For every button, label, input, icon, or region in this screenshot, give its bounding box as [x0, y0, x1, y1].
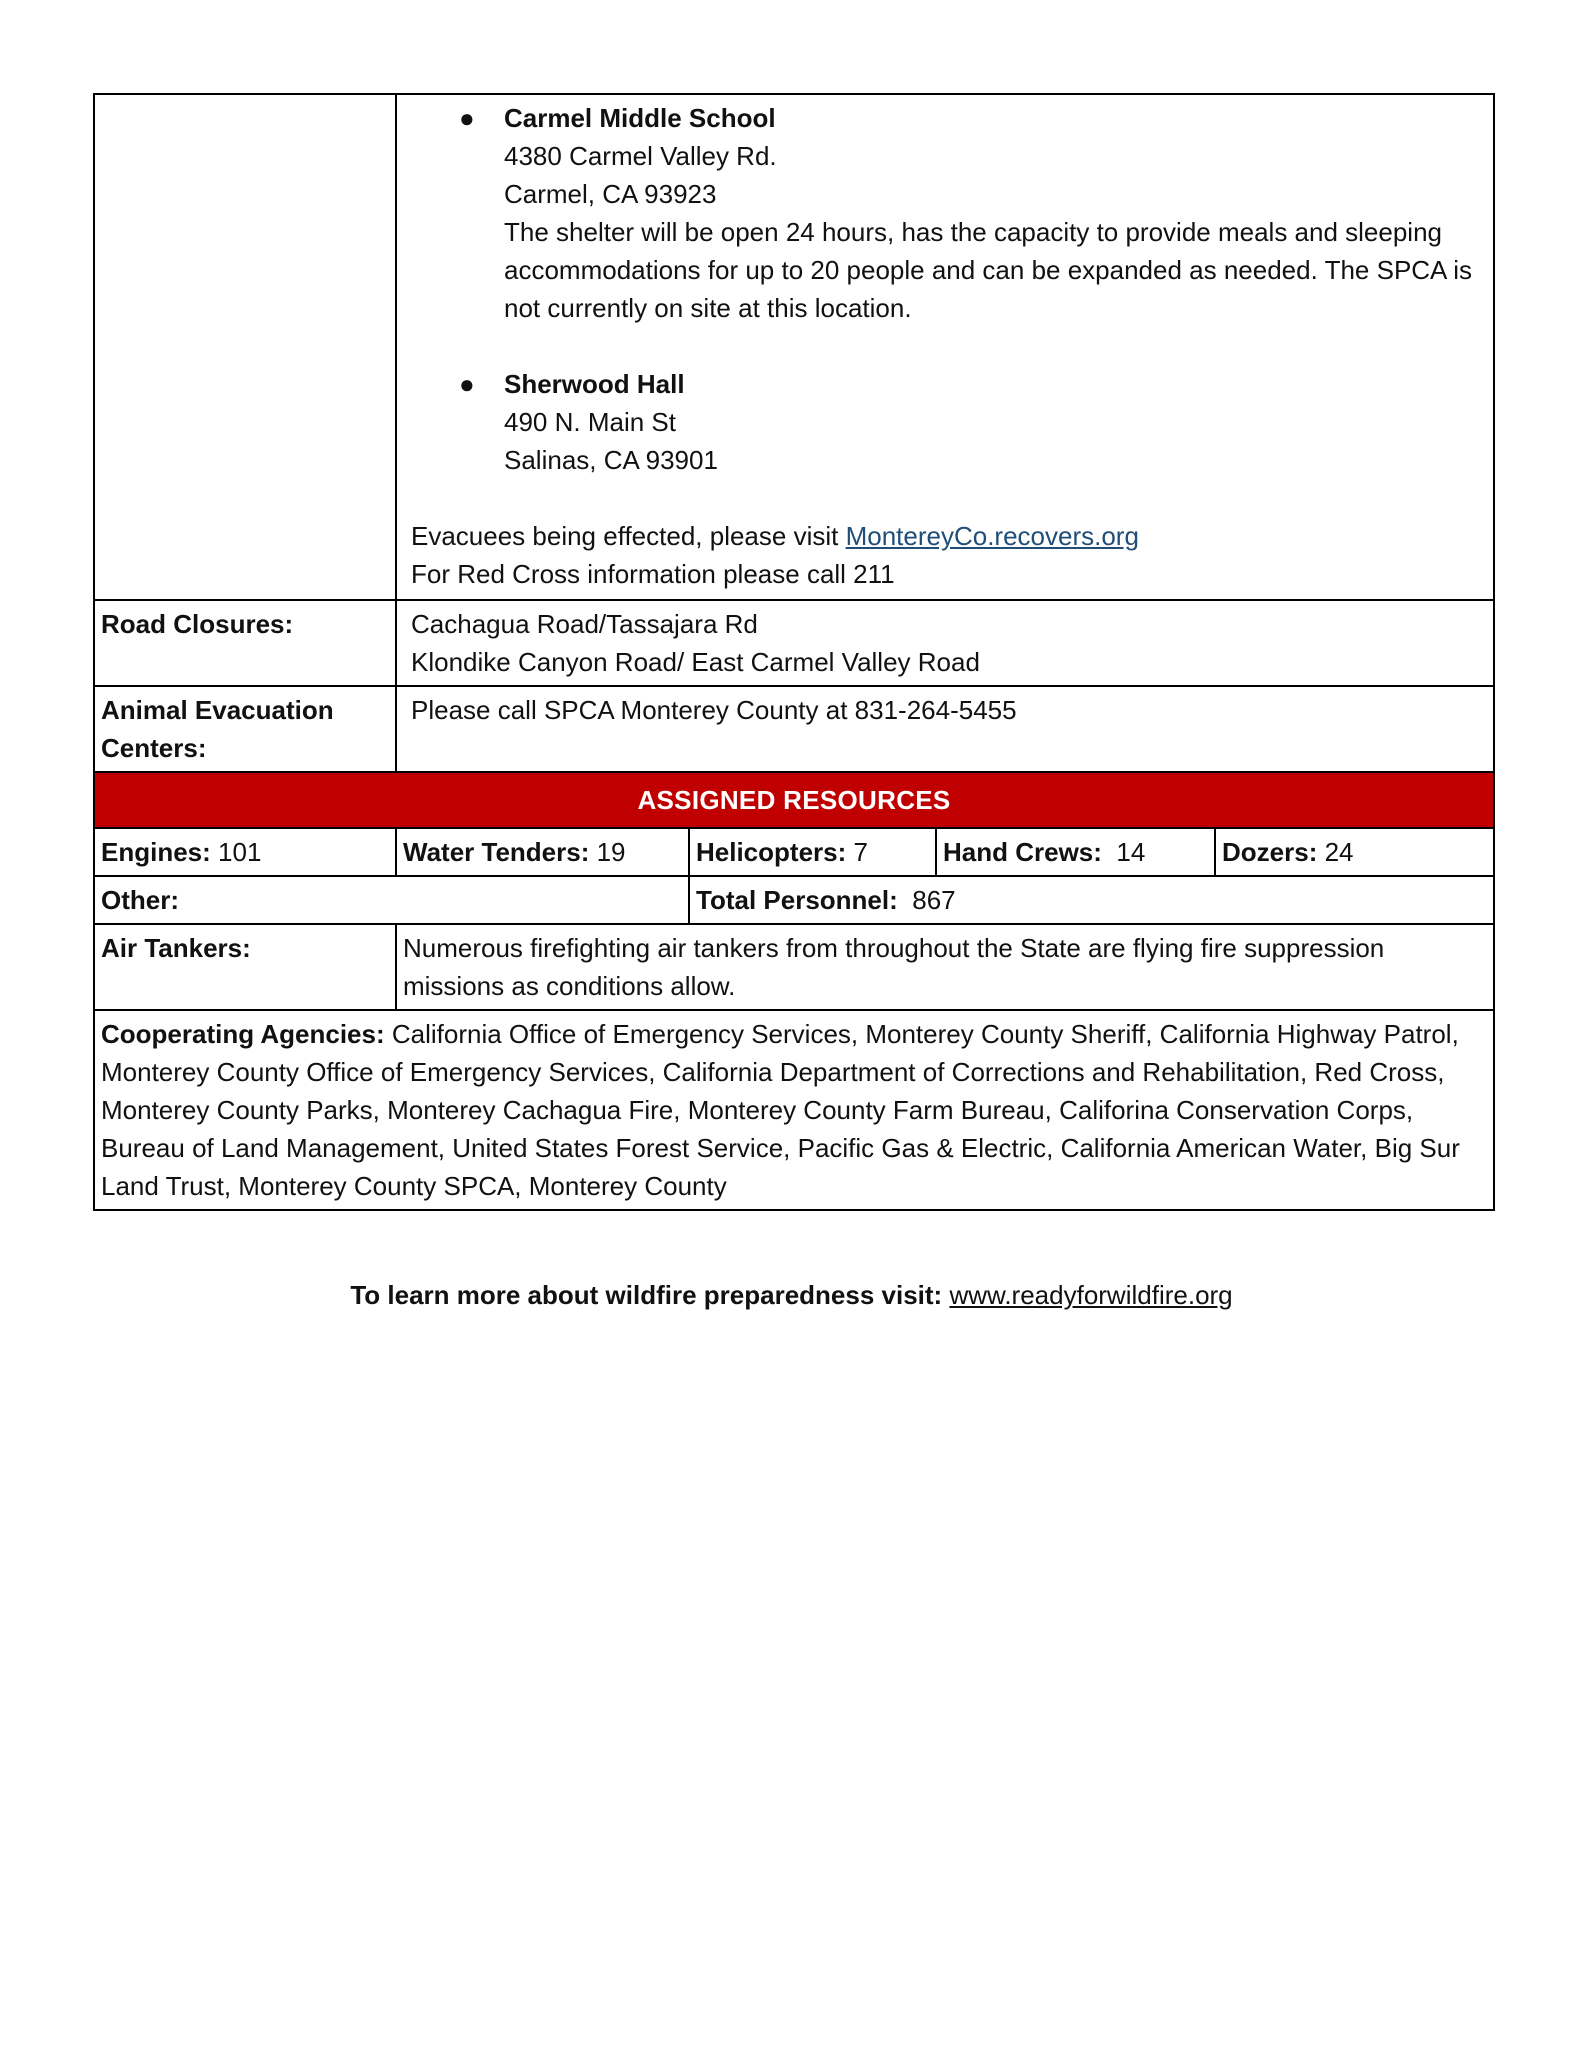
incident-info-table — [93, 93, 1495, 1211]
shelters-label-cell — [94, 94, 396, 600]
road-closure-item: Cachagua Road/Tassajara Rd — [411, 609, 758, 639]
water-tenders-label: Water Tenders: — [403, 837, 590, 867]
total-personnel-label: Total Personnel: — [696, 885, 898, 915]
red-cross-text: For Red Cross information please call 211 — [411, 559, 895, 589]
air-tankers-row — [94, 924, 1494, 1010]
shelter-address-line2: Carmel, CA 93923 — [504, 179, 717, 209]
total-personnel-value: 867 — [897, 885, 956, 915]
hand-crews-value: 14 — [1101, 837, 1146, 867]
dozers-cell — [1215, 828, 1494, 876]
shelter-address-line1: 490 N. Main St — [504, 407, 676, 437]
helicopters-value: 7 — [846, 837, 868, 867]
engines-cell — [94, 828, 396, 876]
shelter-item — [411, 99, 1483, 327]
evacuees-text: Evacuees being effected, please visit — [411, 521, 846, 551]
bullet-icon: ● — [459, 103, 475, 133]
shelter-name: Sherwood Hall — [504, 369, 685, 399]
cooperating-agencies-row — [94, 1010, 1494, 1210]
shelters-row — [94, 94, 1494, 600]
assigned-resources-title: ASSIGNED RESOURCES — [94, 772, 1494, 828]
recovery-link[interactable]: MontereyCo.recovers.org — [845, 521, 1139, 551]
air-tankers-text: Numerous firefighting air tankers from throughout the State are flying fire suppression missions as conditions allow. — [396, 924, 1494, 1010]
hand-crews-cell — [936, 828, 1215, 876]
shelter-name: Carmel Middle School — [504, 103, 776, 133]
footer — [0, 1276, 1583, 1314]
road-closures-row — [94, 600, 1494, 686]
road-closures-cell — [396, 600, 1494, 686]
cooperating-agencies-text: California Office of Emergency Services, Monterey County Sheriff, California Highway Patrol, Monterey County Office of Emergency Services, California Department of Corrections and Rehabilitation, Red Cross, Monterey County Parks, Monterey Cachagua Fire, Monterey County Farm Bureau, Califorina Conservation Corps, Bureau of Land Management, United States Forest Service, Pacific Gas & Electric, California American Water, Big Sur Land Trust, Monterey County SPCA, Monterey County — [101, 1019, 1460, 1201]
engines-value: 101 — [210, 837, 262, 867]
water-tenders-cell — [396, 828, 689, 876]
animal-evacuation-text: Please call SPCA Monterey County at 831-264-5455 — [396, 686, 1494, 772]
shelter-address-line1: 4380 Carmel Valley Rd. — [504, 141, 777, 171]
footer-text: To learn more about wildfire preparedness visit: — [350, 1280, 950, 1310]
shelters-cell — [396, 94, 1494, 600]
dozers-value: 24 — [1317, 837, 1354, 867]
engines-label: Engines: — [101, 837, 211, 867]
shelter-address-line2: Salinas, CA 93901 — [504, 445, 718, 475]
dozers-label: Dozers: — [1222, 837, 1318, 867]
evacuee-notes — [411, 517, 1483, 593]
other-personnel-row — [94, 876, 1494, 924]
shelter-description: The shelter will be open 24 hours, has the capacity to provide meals and sleeping accommodations for up to 20 people and can be expanded as needed. The SPCA is not currently on site at this location. — [504, 217, 1472, 323]
shelter-item — [411, 365, 1483, 479]
other-label: Other: — [94, 876, 689, 924]
cooperating-agencies-cell — [94, 1010, 1494, 1210]
air-tankers-label: Air Tankers: — [94, 924, 396, 1010]
animal-evacuation-label: Animal Evacuation Centers: — [94, 686, 396, 772]
cooperating-agencies-label: Cooperating Agencies: — [101, 1019, 385, 1049]
bullet-icon: ● — [459, 369, 475, 399]
animal-evacuation-row — [94, 686, 1494, 772]
water-tenders-value: 19 — [589, 837, 626, 867]
resource-counts-row — [94, 828, 1494, 876]
wildfire-link[interactable]: www.readyforwildfire.org — [949, 1280, 1233, 1310]
total-personnel-cell — [689, 876, 1494, 924]
helicopters-cell — [689, 828, 936, 876]
hand-crews-label: Hand Crews: — [943, 837, 1102, 867]
assigned-resources-header-row — [94, 772, 1494, 828]
road-closure-item: Klondike Canyon Road/ East Carmel Valley Road — [411, 647, 980, 677]
road-closures-label: Road Closures: — [94, 600, 396, 686]
helicopters-label: Helicopters: — [696, 837, 847, 867]
